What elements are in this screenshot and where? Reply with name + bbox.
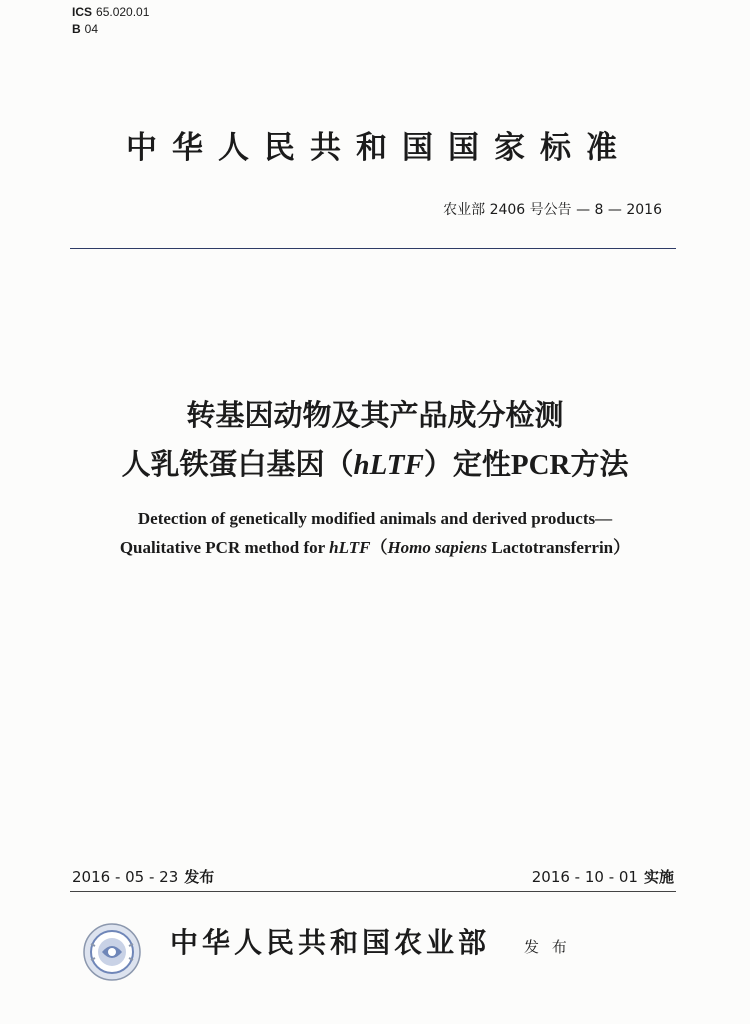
ministry-seal-icon bbox=[82, 922, 142, 982]
ics-label: ICS bbox=[72, 5, 93, 19]
en-title-end: Lactotransferrin） bbox=[487, 538, 631, 557]
pcr-term: PCR bbox=[510, 449, 571, 481]
gene-name: hLTF bbox=[353, 449, 424, 481]
title-suffix: 方法 bbox=[570, 447, 629, 481]
issue-date-value: 2016 - 05 - 23 bbox=[72, 868, 179, 886]
en-paren-open: （ bbox=[370, 538, 388, 557]
chinese-title-line-2 bbox=[0, 442, 750, 483]
classification-codes bbox=[72, 4, 149, 38]
en-species-name: Homo sapiens bbox=[387, 538, 488, 557]
english-title-line-1: Detection of genetically modified animals and derived products— bbox=[137, 509, 613, 528]
implement-label: 实施 bbox=[643, 868, 674, 886]
implementation-date bbox=[532, 866, 674, 887]
chinese-title-line-1: 转基因动物及其产品成分检测 bbox=[186, 398, 564, 432]
publish-label: 发 布 bbox=[524, 938, 571, 956]
en-title-part: Qualitative PCR method for bbox=[119, 538, 330, 557]
ccs-label: B bbox=[72, 22, 81, 36]
title-prefix: 人乳铁蛋白基因（ bbox=[121, 447, 354, 481]
issuing-ministry: 中华人民共和国农业部 bbox=[170, 926, 491, 959]
issue-date bbox=[72, 866, 214, 887]
implement-date-value: 2016 - 10 - 01 bbox=[531, 868, 638, 886]
title-middle: ）定性 bbox=[423, 447, 511, 481]
en-gene-name: hLTF bbox=[329, 538, 371, 557]
header-rule bbox=[70, 248, 676, 249]
ics-line bbox=[72, 4, 149, 21]
english-title-line-2 bbox=[0, 533, 750, 558]
ccs-line bbox=[72, 21, 149, 38]
footer-rule bbox=[70, 891, 676, 892]
standard-number: 农业部 2406 号公告 — 8 — 2016 bbox=[443, 202, 662, 218]
standard-title: 中华人民共和国国家标准 bbox=[126, 130, 632, 166]
issue-label: 发布 bbox=[184, 868, 215, 886]
ccs-code: 04 bbox=[84, 22, 99, 36]
ics-code: 65.020.01 bbox=[96, 5, 150, 19]
